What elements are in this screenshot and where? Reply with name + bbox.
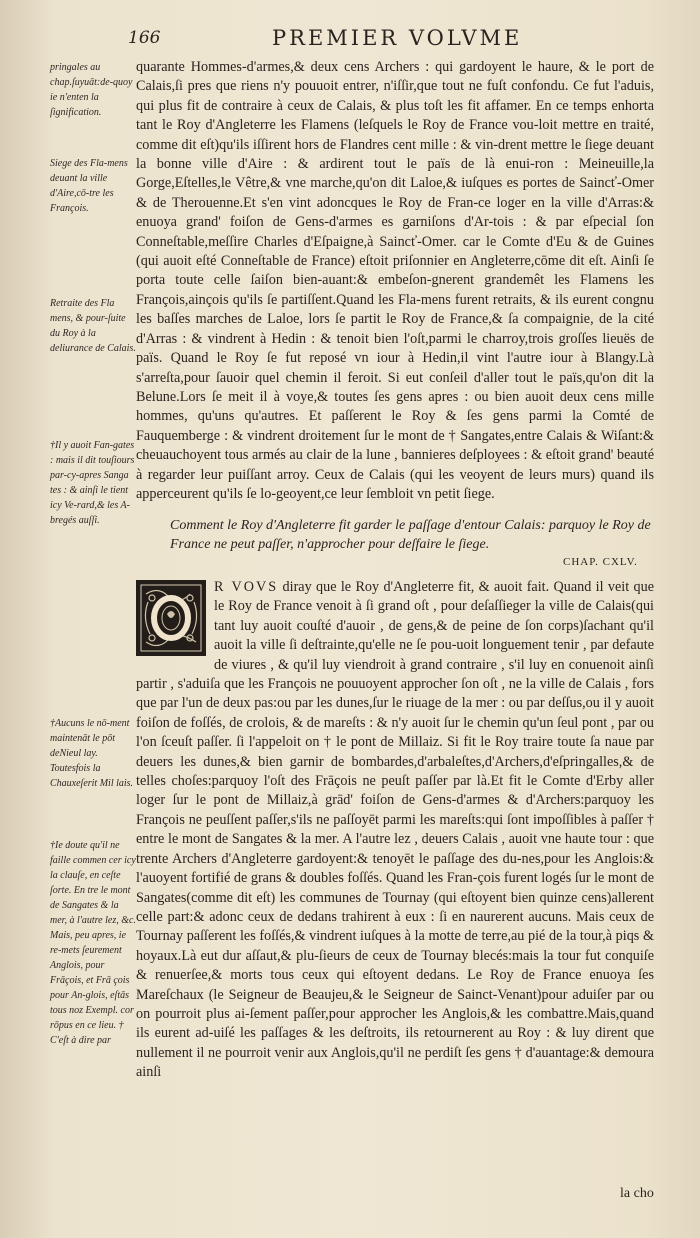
running-title: PREMIER VOLVME [272, 26, 523, 50]
margin-note: †Il y auoit Fan-gates : mais il dit touſiours par-cy-apres Sanga tes : & ainſi le tient icy Ve-rard,& les A-bregés auſſi. [50, 440, 135, 526]
chapter-text [136, 578, 654, 1083]
main-text [136, 58, 654, 504]
margin-note: †Aucuns le nō-ment maintenāt le pōt deNieul lay. Toutesfois la Chauxeſerit Mil lais. [50, 718, 134, 789]
margin-note: pringales au chap.ſuyuāt:de-quoy ie n'enten la ſignification. [50, 62, 133, 118]
margin-note: Siege des Fla-mens deuant la ville d'Aire,cō-tre les François. [50, 158, 128, 214]
paragraph: quarante Hommes-d'armes,& deux cens Archers : qui gardoyent le haure, & le port de Calais,ſi pres que riens n'y pouuoit entrer, n'iſſir,que tout ne fuſt confondu. Ce fut l'aduis, qui plus fit de contraire à ceux de Calais, & plus toſt les fit affamer. En ce temps enhorta tant le Roy d'Angleterre les Flamens (leſquels le Roy de France vou-loit mettre en traité, comme dit eſt)qu'ils iſſirent hors de Flandres cent mille : & vin-drent mettre le ſiege deuant la bonne ville d'Aire : & ardirent tout le païs de là enui-ron : Meineuille,la Gorge,Eſtelles,le Vêtre,& vne marche,qu'on dit Laloe,& iuſques es portes de Saincť-Omer & de Therouenne.Et s'en vint adoncques le Roy de Fran-ce loger en la ville d'Arras:& enuoya grand' foiſon de Gens-d'armes es garniſons d'Ar-tois : & par eſpecial ſon Conneſtable,meſſire Charles d'Eſpaigne,à Saincť-Omer. car le Comte d'Eu & de Guines (qui auoit eſté Conneſtable de France) eſtoit priſonnier en Angleterre,cōme dit eſt. Ainſi ſe porta toute celle ſaiſon bien-auant:& embeſon-gnerent grandemêt les Flamens les François,ainçois qu'ils ſe partiſſent.Quand les Fla-mens furent retraits, & ils eurent congnu les baſſes marches de Laloe, lors ſe partit le Roy de France,& ſa compaignie, de la cité d'Arras : & vindrent à Hedin : & tenoit bien l'oſt,parmi le charroy,trois groſſes lieuës de païs. Quand le Roy ſe fut reposé vn iour à Hedin,il vint l'autre iour à Blangy.Là s'arreſta,pour ſauoir quel chemin il feroit. Si eut conſeil d'aller tout le païs,qu'on dit la Belune.Lors ſe meit il à voye,& toutes ſes gens apres : ou bien auoit deux cens mille hommes, qu'uns qu'autres. Et paſſerent le Roy & ſes gens parmi la Comté de Fauquemberge : & vindrent droitement ſur le mont de † Sangates,entre Calais & Wiſant:& cheuauchoyent tous armés au clair de la lune , bannieres deſployees : & eſtoit grand' beauté à regarder leur puiſſant arroy. Ceux de Calais (qui les veoyent de leurs murs) quand ils apperceurent qu'ils ſe lo-geoyent,ce leur ſembloit vn petit ſiege. [136, 59, 654, 502]
margin-note: Retraite des Fla mens, & pour-ſuite du Roy à la deliurance de Calais. [50, 298, 136, 354]
chapter-number: CHAP. CXLV. [563, 556, 638, 568]
catchword: la cho [620, 1186, 654, 1201]
chapter-body: diray que le Roy d'Angleterre fit, & auoit fait. Quand il veit que le Roy de France venoit à ſi grand oſt , pour deſaſſieger la ville de Calais(qui tant luy auoit couſté d'auoir , de gens,& de peine de ſon corps)ſachant qu'il auoit la ville ſi deſtrainte,qu'elle ne ſe pou-uoit longuement tenir , par defaute de viures , & qu'il luy viendroit à grand contraire , s'il luy en conuenoit ainſi partir , s'aduiſa que les François ne pouuoyent approcher ſon oſt , ne la ville de Calais , fors que par l'un de deux pas:ou par les dunes,ſur le riuage de la mer : ou par deſſus,ou il y auoit foiſon de foſſés, de crolois, & de mareſts : & n'y auoit ſur le chemin qu'un ſeul pont , par ou l'on ſceuſt paſſer. ſi l'appeloit on † le pont de Millaiz. Si fit le Roy traire toute ſa naue par deuers les dunes,& bien garnir de bombardes,d'arbaleſtes,d'Archers,d'eſpringalles,& de telles choſes:parquoy l'oſt des Frāçois ne peuſt paſſer par là.Et fit le Comte d'Erby aller loger ſur le pont de Millaiz,à grād' foiſon de Gens-d'armes & d'Archers:parquoy les François ne peuſſent paſſer,s'ils ne paſſoyēt parmi les mareſts:qui ſont impoſſibles à paſſer † entre le mont de Sangates & la mer. A l'autre lez , deuers Calais , auoit vne haute tour : que trente Archers d'Angleterre gardoyent:& tenoyēt le paſſage des du-nes,pour les Anglois:& l'auoyent fortifié de grans & doubles foſſés. Quand les Fran-çois furent logés ſur le mont de Sangates(comme dit eſt) les communes de Tournay (qui eſtoyent bien quinze cens)allerent celle part:& adonc ceux de dedans trahirent à eux : ſi en naurerent aucuns. Mais ceux de Tournay paſſerent les foſſés,& vindrent iuſques à la motte de terre,au pié de la tour,à piqs & hoyaux.Là eut dur aſſaut,& plu-ſieurs de ceux de Tournay blecés:mais la tour fut conquiſe & renuerſee,& morts tous ceux qui eſtoyent dedans. Le Roy de France enuoya ſes Mareſchaux (le Seigneur de Beaujeu,& le Seigneur de Sainct-Venant)pour aduiſer par ou on pourroit plus ai-ſement paſſer,pour approcher les Anglois,& les combattre.Mais,quand ils eurent ad-uiſé les paſſages & les deſtroits, ils retournerent au Roy : & luy dirent que nullement il ne pourroit venir aux Anglois,qu'il ne perdiſt ſes gens † d'auantage:& demoura ainſi [136, 579, 654, 1081]
margin-note: †Ie doute qu'il ne faille commen cer icy la clauſe, en ceſte ſorte. En tre le mont de Sangates & la mer, à l'autre lez, &c. Mais, peu apres, ie re-mets ſeurement Anglois, pour Frāçois, et Frā çois pour An-glois, eſtās tous noz Exempl. cor rōpus en ce lieu. † C'eſt à dire par [50, 840, 136, 1046]
ornamental-initial-icon [136, 580, 206, 656]
page-number: 166 [128, 28, 161, 48]
chapter-opening: R VOVS [214, 579, 279, 595]
chapter-heading: Comment le Roy d'Angleterre fit garder le paſſage d'entour Calais: parquoy le Roy de France ne peut paſſer, n'approcher pour deſfaire le ſiege. [170, 518, 651, 552]
